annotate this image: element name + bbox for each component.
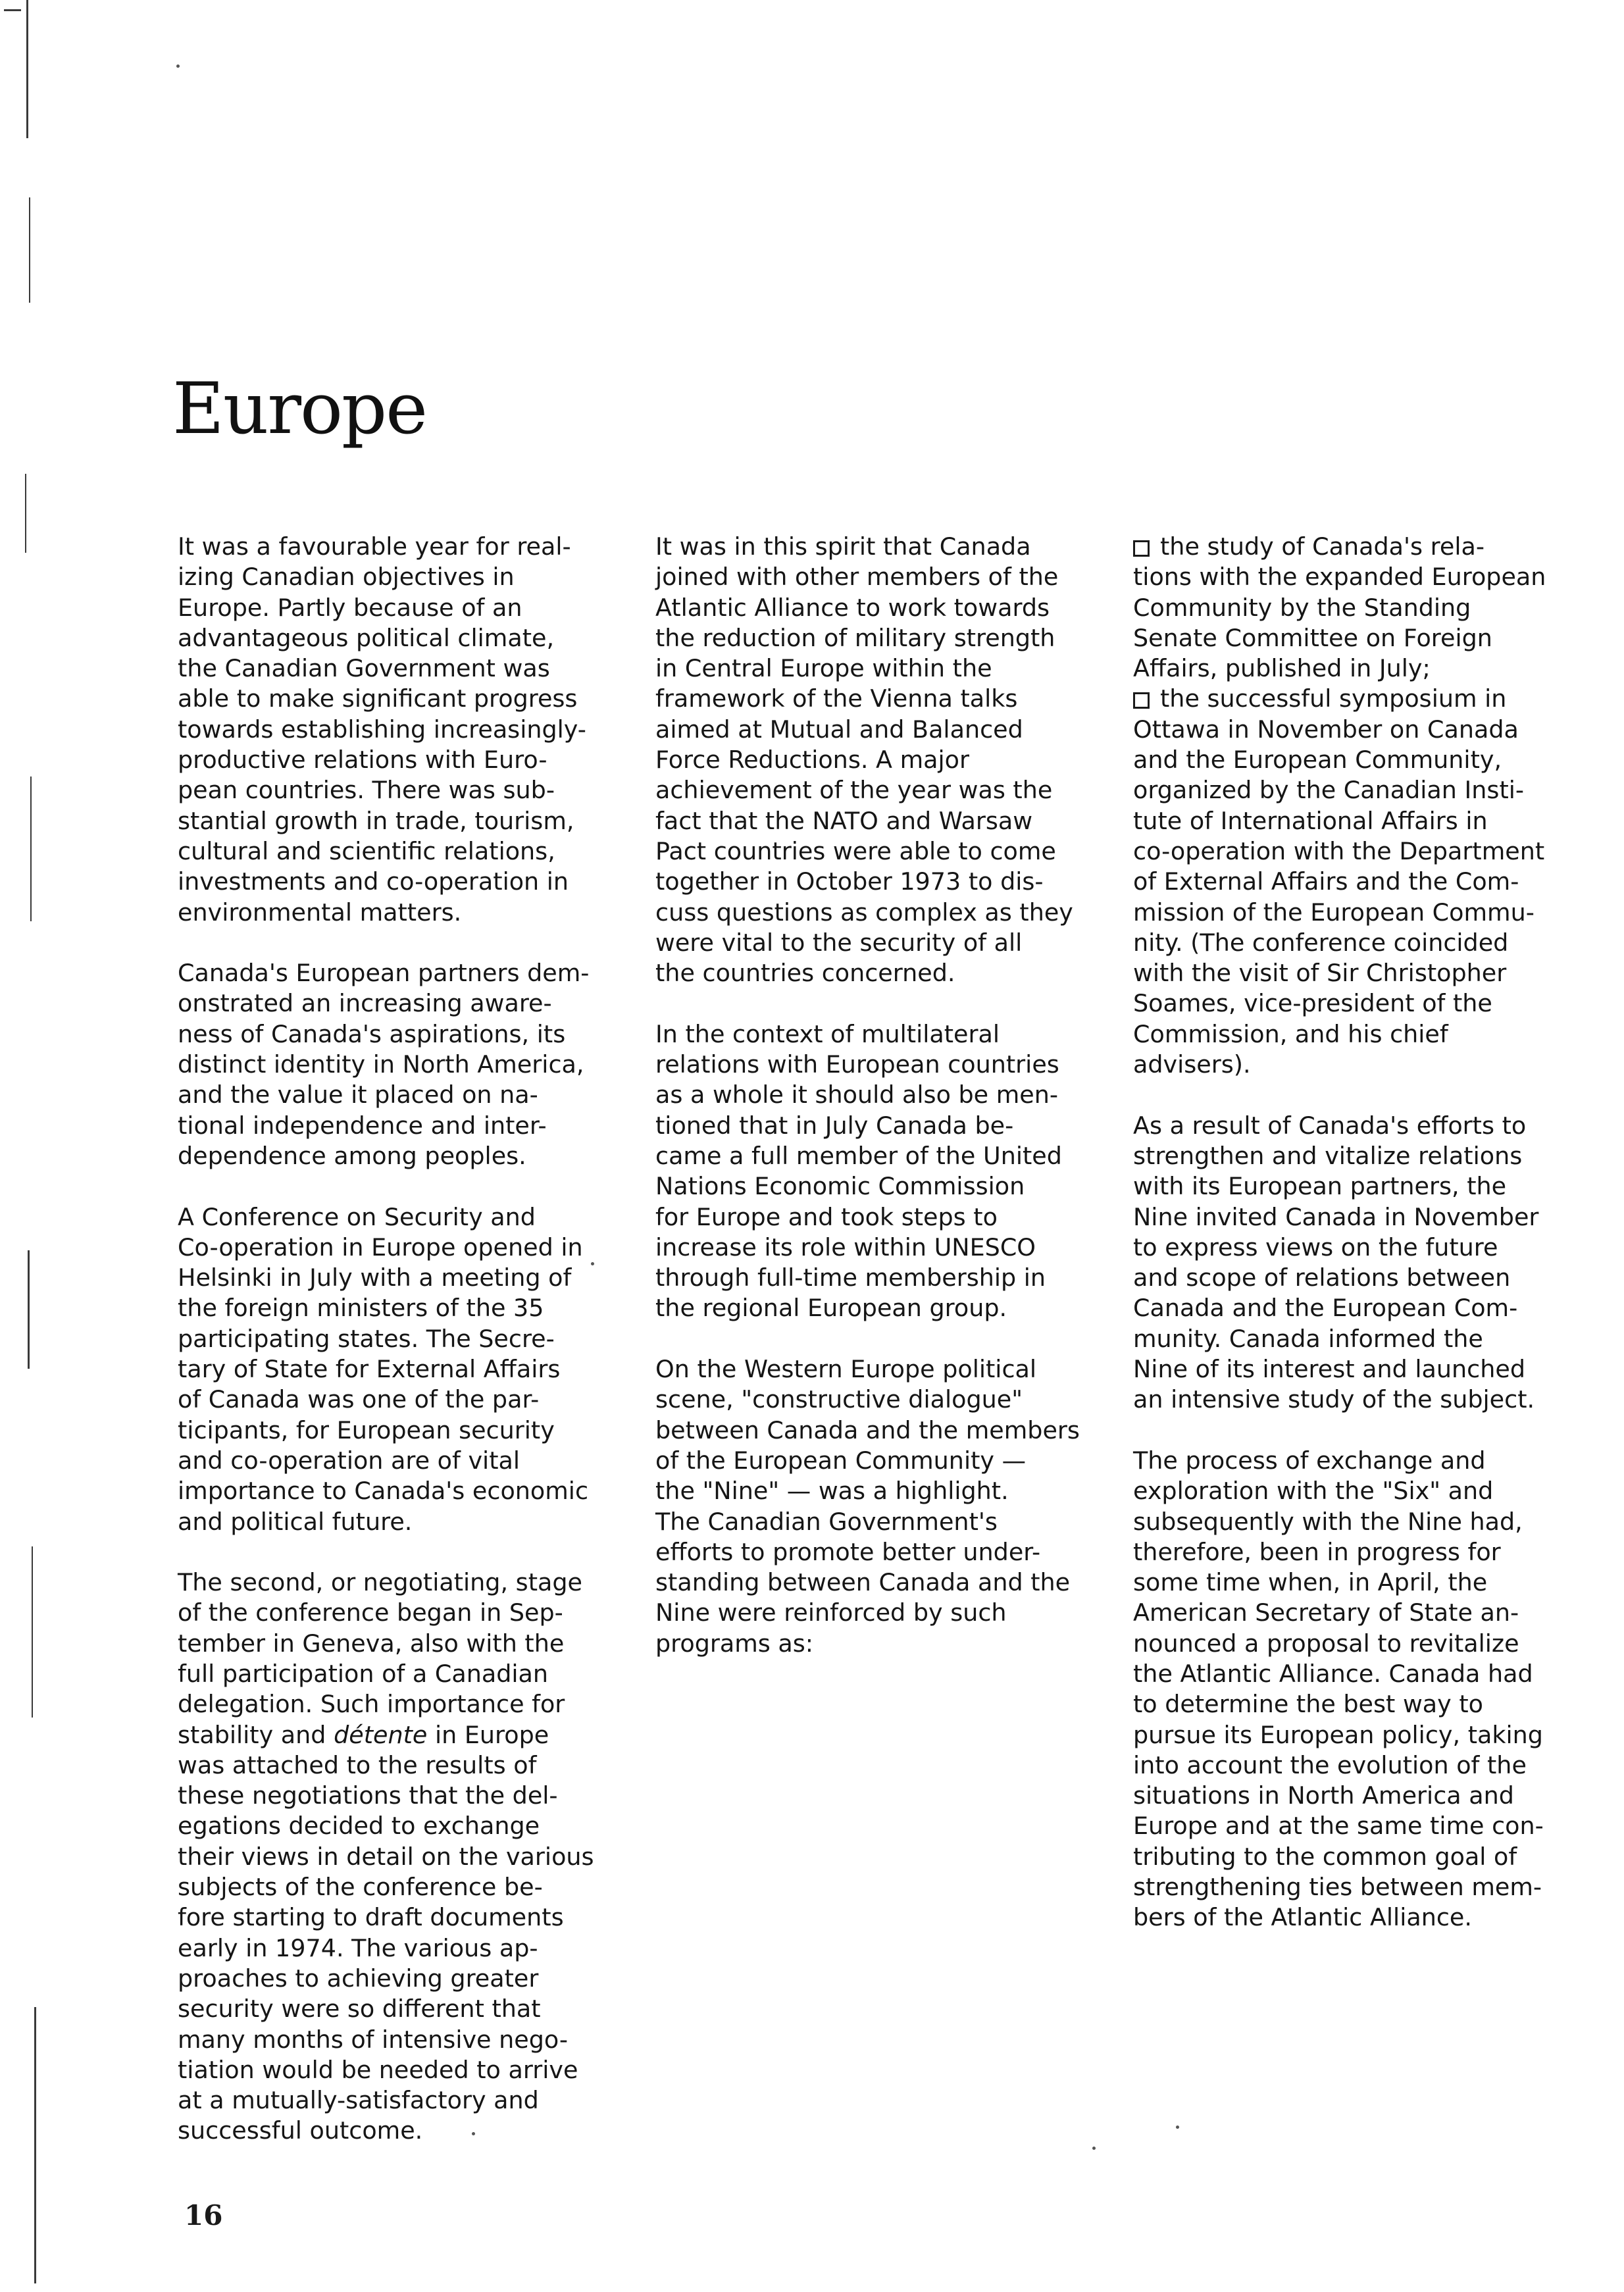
text-line: programs as: bbox=[655, 1629, 814, 1658]
paragraph bbox=[178, 532, 642, 928]
text-line: It was a favourable year for real- bbox=[178, 532, 571, 561]
text-line: the regional European group. bbox=[655, 1294, 1007, 1323]
text-line: framework of the Vienna talks bbox=[655, 684, 1018, 713]
text-column-1 bbox=[178, 532, 642, 2177]
text-line: American Secretary of State an- bbox=[1133, 1598, 1519, 1627]
text-line: and scope of relations between bbox=[1133, 1263, 1511, 1292]
text-line: Helsinki in July with a meeting of bbox=[178, 1263, 572, 1292]
text-line: subjects of the conference be- bbox=[178, 1873, 543, 1902]
text-line: and co-operation are of vital bbox=[178, 1446, 520, 1475]
text-line: tional independence and inter- bbox=[178, 1111, 547, 1140]
text-line: strengthening ties between mem- bbox=[1133, 1873, 1542, 1902]
text-line: Nations Economic Commission bbox=[655, 1172, 1025, 1201]
text-line: with the visit of Sir Christopher bbox=[1133, 959, 1507, 988]
text-line: exploration with the "Six" and bbox=[1133, 1477, 1494, 1506]
text-line: organized by the Canadian Insti- bbox=[1133, 776, 1525, 805]
text-line: for Europe and took steps to bbox=[655, 1202, 998, 1231]
text-line: Commission, and his chief bbox=[1133, 1019, 1448, 1048]
text-line: scene, "constructive dialogue" bbox=[655, 1385, 1023, 1414]
paragraph bbox=[1133, 1111, 1597, 1415]
text-line: nity. (The conference coincided bbox=[1133, 928, 1509, 957]
text-line: to express views on the future bbox=[1133, 1233, 1498, 1261]
text-line: into account the evolution of the bbox=[1133, 1750, 1527, 1779]
text-line: Force Reductions. A major bbox=[655, 746, 970, 775]
text-line: tiation would be needed to arrive bbox=[178, 2055, 578, 2084]
text-line: advisers). bbox=[1133, 1050, 1251, 1079]
text-line: efforts to promote better under- bbox=[655, 1537, 1041, 1566]
text-line: came a full member of the United bbox=[655, 1141, 1062, 1170]
text-line: tember in Geneva, also with the bbox=[178, 1629, 565, 1658]
text-line: pean countries. There was sub- bbox=[178, 776, 555, 805]
text-line: The Canadian Government's bbox=[655, 1507, 998, 1536]
paragraph bbox=[655, 1354, 1119, 1659]
text-line: with its European partners, the bbox=[1133, 1172, 1507, 1201]
paragraph bbox=[655, 532, 1119, 988]
text-line: tioned that in July Canada be- bbox=[655, 1111, 1014, 1140]
text-line: The process of exchange and bbox=[1133, 1446, 1486, 1475]
text-line: to determine the best way to bbox=[1133, 1690, 1484, 1719]
text-line: able to make significant progress bbox=[178, 684, 578, 713]
text-column-3 bbox=[1133, 532, 1597, 1964]
text-line: Soames, vice-president of the bbox=[1133, 989, 1492, 1018]
text-line: co-operation with the Department bbox=[1133, 836, 1545, 865]
text-line: A Conference on Security and bbox=[178, 1202, 536, 1231]
page-title: Europe bbox=[172, 368, 427, 450]
text-line: therefore, been in progress for bbox=[1133, 1537, 1501, 1566]
text-line: standing between Canada and the bbox=[655, 1568, 1071, 1597]
text-line: some time when, in April, the bbox=[1133, 1568, 1488, 1597]
text-line: Ottawa in November on Canada bbox=[1133, 715, 1519, 744]
paragraph bbox=[178, 1567, 642, 2147]
text-line: their views in detail on the various bbox=[178, 1842, 594, 1871]
text-line: bers of the Atlantic Alliance. bbox=[1133, 1903, 1472, 1932]
text-line: and political future. bbox=[178, 1507, 413, 1536]
text-line: productive relations with Euro- bbox=[178, 746, 547, 775]
text-line: The second, or negotiating, stage bbox=[178, 1568, 582, 1597]
text-line: mission of the European Commu- bbox=[1133, 898, 1535, 927]
text-line: Co-operation in Europe opened in bbox=[178, 1233, 583, 1261]
text-line: Nine were reinforced by such bbox=[655, 1598, 1007, 1627]
text-line: many months of intensive nego- bbox=[178, 2025, 569, 2054]
text-line: Affairs, published in July; bbox=[1133, 654, 1431, 683]
text-column-2 bbox=[655, 532, 1119, 1689]
text-line: through full-time membership in bbox=[655, 1263, 1046, 1292]
text-line: On the Western Europe political bbox=[655, 1355, 1037, 1384]
text-line: successful outcome. bbox=[178, 2116, 423, 2145]
text-line: tions with the expanded European bbox=[1133, 563, 1546, 592]
text-line: tary of State for External Affairs bbox=[178, 1355, 561, 1384]
text-line: onstrated an increasing aware- bbox=[178, 989, 552, 1018]
text-line: nounced a proposal to revitalize bbox=[1133, 1629, 1519, 1658]
text-line: increase its role within UNESCO bbox=[655, 1233, 1036, 1261]
checkbox-bullet-icon bbox=[1133, 692, 1150, 709]
text-line: It was in this spirit that Canada bbox=[655, 532, 1031, 561]
text-line: participating states. The Secre- bbox=[178, 1324, 555, 1353]
text-line: together in October 1973 to dis- bbox=[655, 867, 1044, 896]
text-line: subsequently with the Nine had, bbox=[1133, 1507, 1523, 1536]
paragraph bbox=[1133, 1446, 1597, 1933]
text-line: Europe and at the same time con- bbox=[1133, 1812, 1544, 1841]
text-line: Europe. Partly because of an bbox=[178, 593, 522, 622]
text-line: proaches to achieving greater bbox=[178, 1964, 539, 1993]
text-line: situations in North America and bbox=[1133, 1781, 1514, 1810]
text-line: Canada's European partners dem- bbox=[178, 959, 590, 988]
text-line: and the value it placed on na- bbox=[178, 1081, 538, 1109]
text-line: Community by the Standing bbox=[1133, 593, 1471, 622]
text-line: achievement of the year was the bbox=[655, 776, 1053, 805]
text-line: distinct identity in North America, bbox=[178, 1050, 584, 1079]
text-line: the Canadian Government was bbox=[178, 654, 550, 683]
text-line: between Canada and the members bbox=[655, 1415, 1080, 1444]
text-line: dependence among peoples. bbox=[178, 1141, 526, 1170]
text-line: pursue its European policy, taking bbox=[1133, 1720, 1543, 1749]
page-number: 16 bbox=[184, 2199, 223, 2231]
text-line: joined with other members of the bbox=[655, 563, 1059, 592]
text-line: fact that the NATO and Warsaw bbox=[655, 806, 1033, 835]
text-line: relations with European countries bbox=[655, 1050, 1059, 1079]
text-line: security were so different that bbox=[178, 1995, 541, 2024]
text-line: of the European Community — bbox=[655, 1446, 1027, 1475]
text-line: izing Canadian objectives in bbox=[178, 563, 515, 592]
text-line: of External Affairs and the Com- bbox=[1133, 867, 1519, 896]
paragraph bbox=[655, 1019, 1119, 1324]
text-line: towards establishing increasingly- bbox=[178, 715, 586, 744]
text-line: aimed at Mutual and Balanced bbox=[655, 715, 1023, 744]
text-line: full participation of a Canadian bbox=[178, 1659, 549, 1688]
text-line: importance to Canada's economic bbox=[178, 1477, 589, 1506]
text-line: the study of Canada's rela- bbox=[1133, 532, 1597, 562]
text-line: were vital to the security of all bbox=[655, 928, 1023, 957]
text-line: the reduction of military strength bbox=[655, 623, 1055, 652]
text-line: Nine invited Canada in November bbox=[1133, 1202, 1539, 1231]
text-line: of Canada was one of the par- bbox=[178, 1385, 540, 1414]
text-line: the "Nine" — was a highlight. bbox=[655, 1477, 1009, 1506]
paragraph bbox=[178, 958, 642, 1171]
text-line: strengthen and vitalize relations bbox=[1133, 1141, 1523, 1170]
text-line: Atlantic Alliance to work towards bbox=[655, 593, 1050, 622]
text-line: the successful symposium in bbox=[1133, 684, 1597, 714]
text-line: ness of Canada's aspirations, its bbox=[178, 1019, 566, 1048]
text-line: tributing to the common goal of bbox=[1133, 1842, 1517, 1871]
text-line: advantageous political climate, bbox=[178, 623, 555, 652]
text-line: the countries concerned. bbox=[655, 959, 955, 988]
text-line: In the context of multilateral bbox=[655, 1019, 1000, 1048]
text-line: tute of International Affairs in bbox=[1133, 806, 1488, 835]
text-line: as a whole it should also be men- bbox=[655, 1081, 1059, 1109]
text-line: investments and co-operation in bbox=[178, 867, 569, 896]
text-line: Pact countries were able to come bbox=[655, 836, 1056, 865]
text-line: early in 1974. The various ap- bbox=[178, 1933, 538, 1962]
text-line: and the European Community, bbox=[1133, 746, 1502, 775]
text-line: delegation. Such importance for bbox=[178, 1690, 565, 1719]
text-line: fore starting to draft documents bbox=[178, 1903, 564, 1932]
text-line: stability and détente in Europe bbox=[178, 1720, 549, 1749]
text-line: cuss questions as complex as they bbox=[655, 898, 1073, 927]
text-line: Senate Committee on Foreign bbox=[1133, 623, 1492, 652]
text-line: at a mutually-satisfactory and bbox=[178, 2086, 539, 2115]
text-line: was attached to the results of bbox=[178, 1750, 537, 1779]
text-line: these negotiations that the del- bbox=[178, 1781, 558, 1810]
binding-edge bbox=[0, 0, 46, 2292]
text-line: of the conference began in Sep- bbox=[178, 1598, 563, 1627]
text-line: ticipants, for European security bbox=[178, 1415, 555, 1444]
checkbox-bullet-icon bbox=[1133, 540, 1150, 557]
text-line: environmental matters. bbox=[178, 898, 462, 927]
text-line: cultural and scientific relations, bbox=[178, 836, 555, 865]
text-line: Canada and the European Com- bbox=[1133, 1294, 1518, 1323]
text-line: an intensive study of the subject. bbox=[1133, 1385, 1535, 1414]
text-line: stantial growth in trade, tourism, bbox=[178, 806, 574, 835]
text-line: Nine of its interest and launched bbox=[1133, 1355, 1525, 1384]
paragraph bbox=[1133, 532, 1597, 1080]
text-line: As a result of Canada's efforts to bbox=[1133, 1111, 1527, 1140]
paragraph bbox=[178, 1202, 642, 1537]
text-line: the foreign ministers of the 35 bbox=[178, 1294, 544, 1323]
text-line: munity. Canada informed the bbox=[1133, 1324, 1483, 1353]
italic-term: détente bbox=[334, 1720, 428, 1749]
text-line: in Central Europe within the bbox=[655, 654, 992, 683]
text-line: the Atlantic Alliance. Canada had bbox=[1133, 1659, 1533, 1688]
text-line: egations decided to exchange bbox=[178, 1812, 540, 1841]
